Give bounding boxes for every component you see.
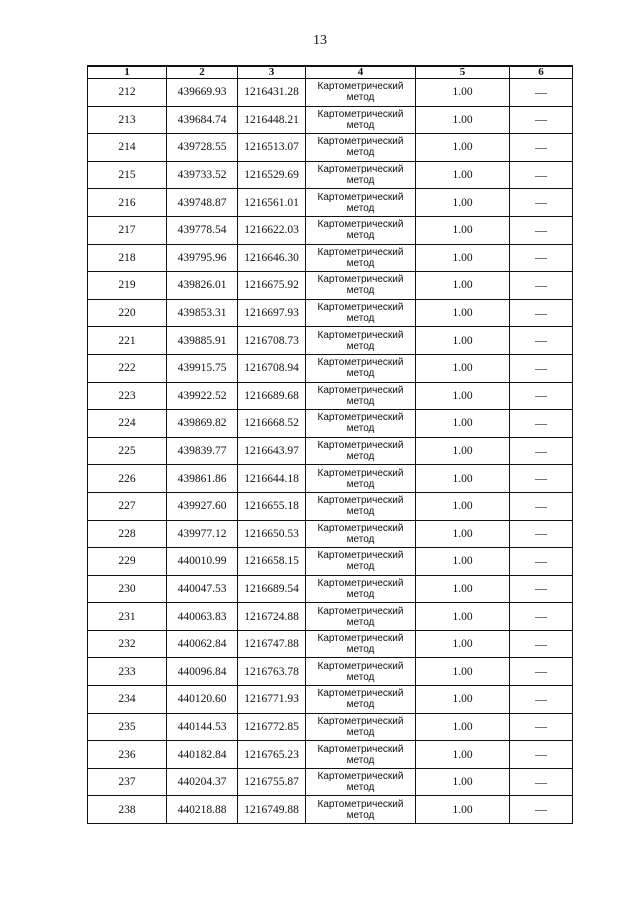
- table-row: [88, 299, 573, 327]
- point-number-cell: 237: [88, 768, 167, 796]
- point-number-cell: 221: [88, 327, 167, 355]
- note-cell: —: [510, 134, 573, 162]
- point-number-cell: 215: [88, 161, 167, 189]
- note-cell: —: [510, 796, 573, 824]
- table-body: [88, 79, 573, 824]
- point-number-cell: 235: [88, 713, 167, 741]
- x-coordinate-cell: 440120.60: [167, 686, 238, 714]
- table-row: [88, 354, 573, 382]
- note-cell: —: [510, 161, 573, 189]
- accuracy-cell: 1.00: [416, 244, 510, 272]
- y-coordinate-cell: 1216561.01: [238, 189, 306, 217]
- point-number-cell: 222: [88, 354, 167, 382]
- coordinates-table: [87, 65, 573, 824]
- x-coordinate-cell: 439826.01: [167, 272, 238, 300]
- accuracy-cell: 1.00: [416, 630, 510, 658]
- accuracy-cell: 1.00: [416, 768, 510, 796]
- accuracy-cell: 1.00: [416, 465, 510, 493]
- accuracy-cell: 1.00: [416, 658, 510, 686]
- accuracy-cell: 1.00: [416, 492, 510, 520]
- method-cell: Картометрический метод: [306, 410, 416, 438]
- x-coordinate-cell: 439853.31: [167, 299, 238, 327]
- point-number-cell: 227: [88, 492, 167, 520]
- y-coordinate-cell: 1216772.85: [238, 713, 306, 741]
- note-cell: —: [510, 272, 573, 300]
- table-row: [88, 520, 573, 548]
- x-coordinate-cell: 439669.93: [167, 79, 238, 107]
- note-cell: —: [510, 106, 573, 134]
- table-row: [88, 161, 573, 189]
- accuracy-cell: 1.00: [416, 79, 510, 107]
- method-cell: Картометрический метод: [306, 272, 416, 300]
- accuracy-cell: 1.00: [416, 382, 510, 410]
- accuracy-cell: 1.00: [416, 548, 510, 576]
- point-number-cell: 229: [88, 548, 167, 576]
- y-coordinate-cell: 1216724.88: [238, 603, 306, 631]
- x-coordinate-cell: 439927.60: [167, 492, 238, 520]
- method-cell: Картометрический метод: [306, 79, 416, 107]
- point-number-cell: 214: [88, 134, 167, 162]
- x-coordinate-cell: 440204.37: [167, 768, 238, 796]
- x-coordinate-cell: 439684.74: [167, 106, 238, 134]
- table-row: [88, 327, 573, 355]
- point-number-cell: 225: [88, 437, 167, 465]
- table-row: [88, 768, 573, 796]
- y-coordinate-cell: 1216697.93: [238, 299, 306, 327]
- y-coordinate-cell: 1216747.88: [238, 630, 306, 658]
- accuracy-cell: 1.00: [416, 686, 510, 714]
- x-coordinate-cell: 439869.82: [167, 410, 238, 438]
- accuracy-cell: 1.00: [416, 575, 510, 603]
- method-cell: Картометрический метод: [306, 161, 416, 189]
- y-coordinate-cell: 1216643.97: [238, 437, 306, 465]
- method-cell: Картометрический метод: [306, 244, 416, 272]
- accuracy-cell: 1.00: [416, 189, 510, 217]
- note-cell: —: [510, 437, 573, 465]
- y-coordinate-cell: 1216668.52: [238, 410, 306, 438]
- note-cell: —: [510, 410, 573, 438]
- x-coordinate-cell: 439733.52: [167, 161, 238, 189]
- x-coordinate-cell: 439861.86: [167, 465, 238, 493]
- point-number-cell: 232: [88, 630, 167, 658]
- method-cell: Картометрический метод: [306, 520, 416, 548]
- accuracy-cell: 1.00: [416, 161, 510, 189]
- point-number-cell: 228: [88, 520, 167, 548]
- header-row: [88, 66, 573, 79]
- note-cell: —: [510, 244, 573, 272]
- x-coordinate-cell: 440218.88: [167, 796, 238, 824]
- accuracy-cell: 1.00: [416, 796, 510, 824]
- accuracy-cell: 1.00: [416, 741, 510, 769]
- x-coordinate-cell: 440144.53: [167, 713, 238, 741]
- y-coordinate-cell: 1216513.07: [238, 134, 306, 162]
- method-cell: Картометрический метод: [306, 713, 416, 741]
- point-number-cell: 238: [88, 796, 167, 824]
- y-coordinate-cell: 1216689.54: [238, 575, 306, 603]
- x-coordinate-cell: 440010.99: [167, 548, 238, 576]
- table-row: [88, 796, 573, 824]
- method-cell: Картометрический метод: [306, 686, 416, 714]
- table-row: [88, 272, 573, 300]
- table-row: [88, 216, 573, 244]
- column-header-1: 1: [88, 66, 167, 79]
- y-coordinate-cell: 1216749.88: [238, 796, 306, 824]
- method-cell: Картометрический метод: [306, 437, 416, 465]
- note-cell: —: [510, 327, 573, 355]
- accuracy-cell: 1.00: [416, 410, 510, 438]
- y-coordinate-cell: 1216448.21: [238, 106, 306, 134]
- point-number-cell: 220: [88, 299, 167, 327]
- method-cell: Картометрический метод: [306, 216, 416, 244]
- y-coordinate-cell: 1216763.78: [238, 658, 306, 686]
- method-cell: Картометрический метод: [306, 327, 416, 355]
- accuracy-cell: 1.00: [416, 216, 510, 244]
- note-cell: —: [510, 768, 573, 796]
- y-coordinate-cell: 1216431.28: [238, 79, 306, 107]
- x-coordinate-cell: 439795.96: [167, 244, 238, 272]
- accuracy-cell: 1.00: [416, 713, 510, 741]
- note-cell: —: [510, 79, 573, 107]
- x-coordinate-cell: 440047.53: [167, 575, 238, 603]
- table-row: [88, 686, 573, 714]
- y-coordinate-cell: 1216689.68: [238, 382, 306, 410]
- point-number-cell: 234: [88, 686, 167, 714]
- note-cell: —: [510, 520, 573, 548]
- method-cell: Картометрический метод: [306, 796, 416, 824]
- point-number-cell: 212: [88, 79, 167, 107]
- accuracy-cell: 1.00: [416, 437, 510, 465]
- table-row: [88, 575, 573, 603]
- note-cell: —: [510, 382, 573, 410]
- table-row: [88, 106, 573, 134]
- table-row: [88, 134, 573, 162]
- method-cell: Картометрический метод: [306, 658, 416, 686]
- y-coordinate-cell: 1216644.18: [238, 465, 306, 493]
- note-cell: —: [510, 189, 573, 217]
- accuracy-cell: 1.00: [416, 327, 510, 355]
- point-number-cell: 223: [88, 382, 167, 410]
- x-coordinate-cell: 439728.55: [167, 134, 238, 162]
- table-row: [88, 189, 573, 217]
- method-cell: Картометрический метод: [306, 465, 416, 493]
- point-number-cell: 236: [88, 741, 167, 769]
- table-row: [88, 713, 573, 741]
- method-cell: Картометрический метод: [306, 492, 416, 520]
- note-cell: —: [510, 575, 573, 603]
- point-number-cell: 226: [88, 465, 167, 493]
- point-number-cell: 230: [88, 575, 167, 603]
- accuracy-cell: 1.00: [416, 354, 510, 382]
- y-coordinate-cell: 1216650.53: [238, 520, 306, 548]
- x-coordinate-cell: 439839.77: [167, 437, 238, 465]
- y-coordinate-cell: 1216771.93: [238, 686, 306, 714]
- x-coordinate-cell: 439885.91: [167, 327, 238, 355]
- table-header: [88, 66, 573, 79]
- point-number-cell: 218: [88, 244, 167, 272]
- method-cell: Картометрический метод: [306, 189, 416, 217]
- table-row: [88, 79, 573, 107]
- note-cell: —: [510, 658, 573, 686]
- note-cell: —: [510, 492, 573, 520]
- table-row: [88, 630, 573, 658]
- y-coordinate-cell: 1216646.30: [238, 244, 306, 272]
- x-coordinate-cell: 440096.84: [167, 658, 238, 686]
- x-coordinate-cell: 439748.87: [167, 189, 238, 217]
- method-cell: Картометрический метод: [306, 548, 416, 576]
- table-row: [88, 382, 573, 410]
- method-cell: Картометрический метод: [306, 354, 416, 382]
- note-cell: —: [510, 630, 573, 658]
- x-coordinate-cell: 439922.52: [167, 382, 238, 410]
- method-cell: Картометрический метод: [306, 630, 416, 658]
- note-cell: —: [510, 299, 573, 327]
- x-coordinate-cell: 439977.12: [167, 520, 238, 548]
- note-cell: —: [510, 741, 573, 769]
- table-row: [88, 410, 573, 438]
- y-coordinate-cell: 1216708.73: [238, 327, 306, 355]
- method-cell: Картометрический метод: [306, 768, 416, 796]
- x-coordinate-cell: 440182.84: [167, 741, 238, 769]
- column-header-5: 5: [416, 66, 510, 79]
- x-coordinate-cell: 439778.54: [167, 216, 238, 244]
- method-cell: Картометрический метод: [306, 741, 416, 769]
- page-number: 13: [313, 33, 327, 48]
- point-number-cell: 231: [88, 603, 167, 631]
- method-cell: Картометрический метод: [306, 299, 416, 327]
- column-header-4: 4: [306, 66, 416, 79]
- note-cell: —: [510, 548, 573, 576]
- y-coordinate-cell: 1216755.87: [238, 768, 306, 796]
- method-cell: Картометрический метод: [306, 106, 416, 134]
- y-coordinate-cell: 1216658.15: [238, 548, 306, 576]
- y-coordinate-cell: 1216529.69: [238, 161, 306, 189]
- table-row: [88, 603, 573, 631]
- y-coordinate-cell: 1216675.92: [238, 272, 306, 300]
- accuracy-cell: 1.00: [416, 520, 510, 548]
- point-number-cell: 224: [88, 410, 167, 438]
- x-coordinate-cell: 440062.84: [167, 630, 238, 658]
- y-coordinate-cell: 1216765.23: [238, 741, 306, 769]
- accuracy-cell: 1.00: [416, 134, 510, 162]
- point-number-cell: 219: [88, 272, 167, 300]
- point-number-cell: 216: [88, 189, 167, 217]
- accuracy-cell: 1.00: [416, 106, 510, 134]
- table-row: [88, 548, 573, 576]
- column-header-2: 2: [167, 66, 238, 79]
- note-cell: —: [510, 354, 573, 382]
- note-cell: —: [510, 465, 573, 493]
- table-row: [88, 437, 573, 465]
- y-coordinate-cell: 1216622.03: [238, 216, 306, 244]
- y-coordinate-cell: 1216655.18: [238, 492, 306, 520]
- table-row: [88, 741, 573, 769]
- accuracy-cell: 1.00: [416, 299, 510, 327]
- method-cell: Картометрический метод: [306, 134, 416, 162]
- table-row: [88, 244, 573, 272]
- column-header-3: 3: [238, 66, 306, 79]
- note-cell: —: [510, 686, 573, 714]
- accuracy-cell: 1.00: [416, 272, 510, 300]
- note-cell: —: [510, 603, 573, 631]
- note-cell: —: [510, 216, 573, 244]
- method-cell: Картометрический метод: [306, 575, 416, 603]
- note-cell: —: [510, 713, 573, 741]
- x-coordinate-cell: 440063.83: [167, 603, 238, 631]
- table-row: [88, 492, 573, 520]
- y-coordinate-cell: 1216708.94: [238, 354, 306, 382]
- table-row: [88, 658, 573, 686]
- column-header-6: 6: [510, 66, 573, 79]
- point-number-cell: 233: [88, 658, 167, 686]
- accuracy-cell: 1.00: [416, 603, 510, 631]
- point-number-cell: 213: [88, 106, 167, 134]
- table-row: [88, 465, 573, 493]
- point-number-cell: 217: [88, 216, 167, 244]
- method-cell: Картометрический метод: [306, 603, 416, 631]
- method-cell: Картометрический метод: [306, 382, 416, 410]
- x-coordinate-cell: 439915.75: [167, 354, 238, 382]
